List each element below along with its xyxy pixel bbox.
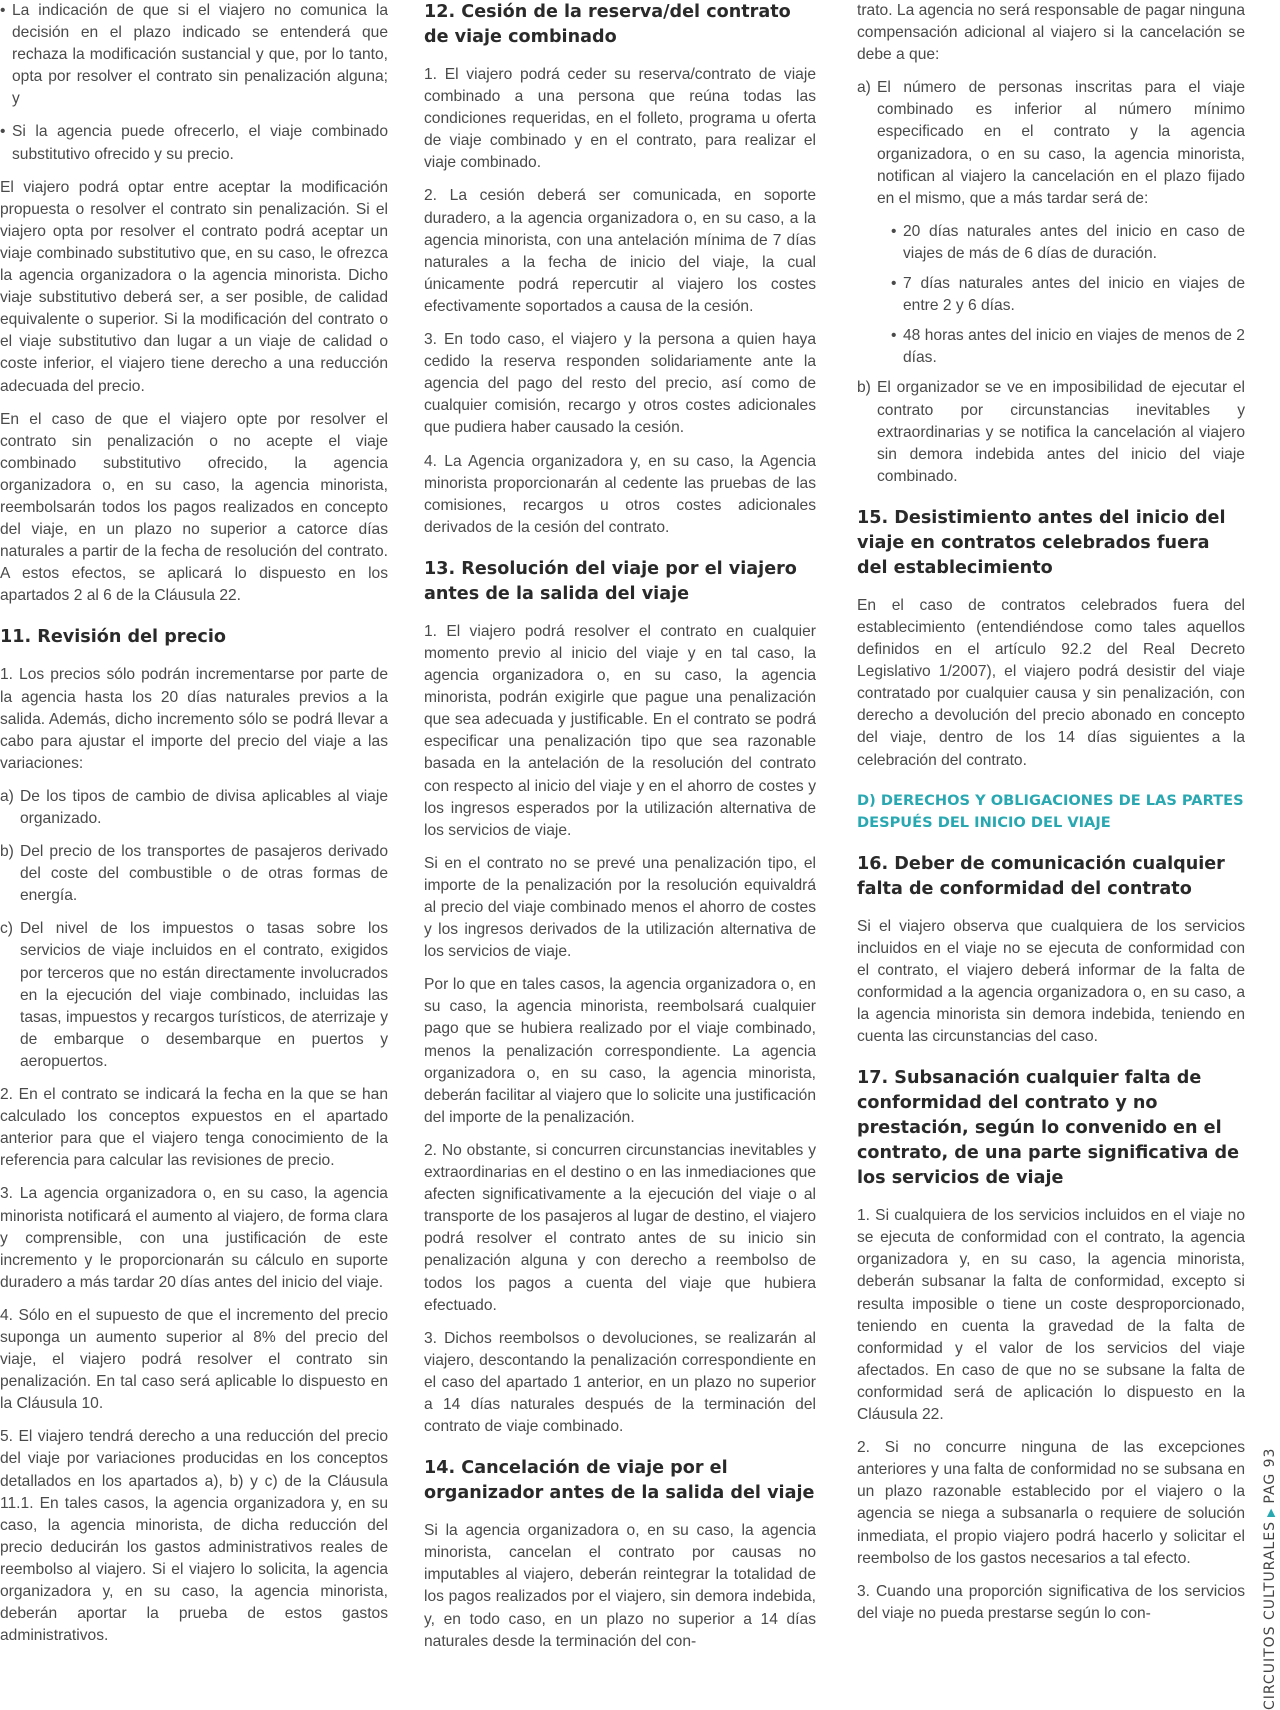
publication-name: CIRCUITOS CULTURALES [1262, 1521, 1278, 1710]
paragraph: El viajero podrá optar entre aceptar la modificación propuesta o resolver el contrato sin penalización. Si el viajero opta por resolver el contrato podrá aceptar un viaje combinado substitutivo que, en su caso, le ofrezca la agencia organizadora o la agencia minorista. Dicho viaje substitutivo deberá ser, a ser posible, de calidad equivalente o superior. Si la modificación del contrato o el viaje substitutivo dan lugar a un viaje de calidad o coste inferior, el viajero tiene derecho a una reducción adecuada del precio. [0, 178, 388, 395]
paragraph: 2. La cesión deberá ser comunicada, en soporte duradero, a la agencia organizadora o, en su caso, a la agencia minorista, con una antelación mínima de 7 días naturales a la fecha de inicio del viaje, la cual únicamente podrá repercutir al viajero los costes efectivamente soportados a causa de la cesión. [424, 187, 816, 315]
page-label: PAG [1262, 1472, 1278, 1504]
column-right [857, 0, 1245, 1710]
paragraph: 4. Sólo en el supuesto de que el incremento del precio suponga un aumento superior al 8% del precio del viaje, el viajero podrá resolver el contrato sin penalización. En tal caso será aplicable lo dispuesto en la Cláusula 10. [0, 1306, 388, 1413]
list-text: De los tipos de cambio de divisa aplicables al viaje organizado. [20, 787, 388, 827]
bullet-item: • Si la agencia puede ofrecerlo, el viaje combinado substitutivo ofrecido y su precio. [0, 121, 388, 165]
list-text: Del nivel de los impuestos o tasas sobre los servicios de viaje incluidos en el contrato, exigidos por terceros que no están directamente involucrados en la ejecución del viaje combinado, incluidas las tasas, impuestos y recargos turísticos, de aterrizaje y de embarque o desembarque en puertos y aeropuertos. [20, 920, 388, 1070]
list-marker: a) [857, 79, 871, 97]
sub-bullet-item: • 7 días naturales antes del inicio en viajes de entre 2 y 6 días. [857, 273, 1245, 317]
paragraph: 3. La agencia organizadora o, en su caso, la agencia minorista notificará el aumento al viajero, de forma clara y comprensible, con una justificación de este incremento y le proporcionarán su cálculo en suporte duradero a más tardar 20 días antes del inicio del viaje. [0, 1185, 388, 1291]
list-text: Del precio de los transportes de pasajeros derivado del coste del combustible o de otras formas de energía. [20, 843, 388, 905]
list-item [857, 377, 1245, 487]
paragraph: 2. No obstante, si concurren circunstancias inevitables y extraordinarias en el destino o en las inmediaciones que afecten significativamente a la ejecución del viaje o al transporte de los pasajeros al lugar de destino, el viajero podrá resolver el contrato antes de su inicio sin penalización alguna y con derecho a reembolso de todos los pagos a cuenta del viaje que hubiera efectuado. [424, 1141, 816, 1314]
column-left [0, 0, 388, 1710]
page-number: 93 [1262, 1447, 1278, 1468]
paragraph: trato. La agencia no será responsable de pagar ninguna compensación adicional al viajero si la cancelación se debe a que: [857, 2, 1245, 64]
heading-clause-11: 11. Revisión del precio [0, 627, 226, 648]
paragraph: 2. En el contrato se indicará la fecha en la que se han calculado los conceptos expuestos en el apartado anterior para que el viajero tenga conocimiento de la referencia para calcular las revisiones de precio. [0, 1086, 388, 1170]
paragraph: Si la agencia organizadora o, en su caso, la agencia minorista, cancelan el contrato por causas no imputables al viajero, deberán reintegrar la totalidad de los pagos realizados por el viajero, sin demora indebida, y, en todo caso, en un plazo no superior a 14 días naturales desde la terminación del con- [424, 1522, 816, 1650]
heading-clause-17: 17. Subsanación cualquier falta de conformidad del contrato y no prestación, según lo convenido en el contrato, de una parte significativa de los servicios de viaje [857, 1068, 1240, 1189]
sub-bullet-item: • 48 horas antes del inicio en viajes de menos de 2 días. [857, 325, 1245, 369]
paragraph: En el caso de contratos celebrados fuera del establecimiento (entendiéndose como tales aquellos definidos en el artículo 92.2 del Real Decreto Legislativo 1/2007), el viajero podrá desistir del viaje contratado por cualquier causa y sin penalización, con derecho a devolución del precio abonado en concepto del viaje, dentro de los 14 días siguientes a la celebración del contrato. [857, 596, 1245, 769]
heading-clause-15: 15. Desistimiento antes del inicio del viaje en contratos celebrados fuera del establecimiento [857, 507, 1226, 578]
paragraph: 3. En todo caso, el viajero y la persona a quien haya cedido la reserva responden solidariamente ante la agencia del pago del resto del precio, así como de cualquier comisión, recargo y otros costes adicionales que pudiera haber causado la cesión. [424, 331, 816, 437]
list-marker: c) [0, 920, 13, 938]
column-middle [424, 0, 816, 1710]
section-heading-d: D) DERECHOS Y OBLIGACIONES DE LAS PARTES DESPUÉS DEL INICIO DEL VIAJE [857, 791, 1244, 831]
paragraph: 4. La Agencia organizadora y, en su caso, la Agencia minorista proporcionarán al cedente las pruebas de las comisiones, recargos u otros costes adicionales derivados de la cesión del contrato. [424, 452, 816, 536]
list-marker: b) [857, 379, 871, 397]
list-item [0, 918, 388, 1073]
heading-clause-16: 16. Deber de comunicación cualquier falta de conformidad del contrato [857, 853, 1225, 899]
paragraph: 3. Dichos reembolsos o devoluciones, se realizarán al viajero, descontando la penalización correspondiente en el caso del apartado 1 anterior, en un plazo no superior a 14 días naturales después de la terminación del contrato de viaje combinado. [424, 1329, 816, 1436]
paragraph: Si el viajero observa que cualquiera de los servicios incluidos en el viaje no se ejecuta de conformidad con el contrato, el viajero deberá informar de la falta de conformidad a la agencia organizadora o, en su caso, a la agencia minorista sin demora indebida, teniendo en cuenta las circunstancias del caso. [857, 917, 1245, 1046]
paragraph: Si en el contrato no se prevé una penalización tipo, el importe de la penalización por la resolución equivaldrá al precio del viaje combinado menos el ahorro de costes y los ingresos derivados de la utilización alternativa de los servicios de viaje. [424, 854, 816, 961]
heading-clause-14: 14. Cancelación de viaje por el organizador antes de la salida del viaje [424, 1458, 815, 1504]
paragraph: 3. Cuando una proporción significativa de los servicios del viaje no pueda prestarse según lo con- [857, 1582, 1245, 1622]
paragraph: Por lo que en tales casos, la agencia organizadora o, en su caso, la agencia minorista, reembolsará cualquier pago que se hubiera realizado por el viaje combinado, menos la penalización correspondiente. La agencia organizadora o, en su caso, la agencia minorista, deberán facilitar al viajero que lo solicite una justificación del importe de la penalización. [424, 976, 816, 1126]
list-marker: a) [0, 787, 14, 805]
bullet-item: • La indicación de que si el viajero no comunica la decisión en el plazo indicado se entenderá que rechaza la modificación sustancial y que, por lo tanto, opta por resolver el contrato sin penalización alguna; y [0, 0, 388, 110]
paragraph: 5. El viajero tendrá derecho a una reducción del precio del viaje por variaciones producidas en los conceptos detallados en los apartados a), b) y c) de la Cláusula 11.1. En tales casos, la agencia organizadora y, en su caso, la agencia minorista, de dicha reducción del precio deducirán los gastos administrativos reales de reembolso al viajero. Si el viajero lo solicita, la agencia organizadora y, en su caso, la agencia minorista, deberán aportar la prueba de estos gastos administrativos. [0, 1428, 388, 1645]
heading-clause-13: 13. Resolución del viaje por el viajero antes de la salida del viaje [424, 558, 797, 604]
paragraph: 1. Si cualquiera de los servicios incluidos en el viaje no se ejecuta de conformidad con el contrato, la agencia organizadora y, en su caso, la agencia minorista, deberán subsanar la falta de conformidad, excepto si resulta imposible o tiene un coste desproporcionado, teniendo en cuenta la gravedad de la falta de conformidad y el valor de los servicios del viaje afectados. En caso de que no se subsane la falta de conformidad será de aplicación lo dispuesto en la Cláusula 22. [857, 1207, 1245, 1424]
triangle-icon: ▶ [1264, 1507, 1277, 1518]
sub-bullet-item: • 20 días naturales antes del inicio en caso de viajes de más de 6 días de duración. [857, 221, 1245, 265]
paragraph: 2. Si no concurre ninguna de las excepciones anteriores y una falta de conformidad no se subsana en un plazo razonable establecido por el viajero o la agencia se niega a subsanarla o requiere de solución inmediata, el propio viajero podrá hacerlo y solicitar el reembolso de los gastos necesarios a tal efecto. [857, 1439, 1245, 1567]
list-item [857, 77, 1245, 210]
list-item [0, 786, 388, 830]
paragraph: En el caso de que el viajero opte por resolver el contrato sin penalización o no acepte el viaje combinado substitutivo ofrecido, la agencia organizadora o, en su caso, la agencia minorista, reembolsarán todos los pagos realizados en concepto del viaje, en un plazo no superior a catorce días naturales a partir de la fecha de resolución del contrato. A estos efectos, se aplicará lo dispuesto en los apartados 2 al 6 de la Cláusula 22. [0, 410, 388, 605]
list-item [0, 841, 388, 907]
list-text: El organizador se ve en imposibilidad de ejecutar el contrato por circunstancias inevitables y extraordinarias y se notifica la cancelación al viajero sin demora indebida antes del inicio del viaje combinado. [877, 379, 1245, 485]
list-marker: b) [0, 843, 14, 861]
paragraph: 1. El viajero podrá ceder su reserva/contrato de viaje combinado a una persona que reúna todas las condiciones requeridas, en el folleto, programa u oferta de viaje combinado y en el contrato, para realizar el viaje combinado. [424, 66, 816, 172]
paragraph: 1. El viajero podrá resolver el contrato en cualquier momento previo al inicio del viaje y en tal caso, la agencia organizadora o, en su caso, la agencia minorista, podrán exigirle que pague una penalización que sea adecuada y justificable. En el contrato se podrá especificar una penalización tipo que sea razonable basada en la antelación de la resolución del contrato con respecto al inicio del viaje y en el ahorro de costes y los ingresos esperados por la utilización alternativa de los servicios de viaje. [424, 622, 816, 839]
list-text: El número de personas inscritas para el viaje combinado es inferior al número mínimo especificado en el contrato y la agencia organizadora, o en su caso, la agencia minorista, notifican al viajero la cancelación en el plazo fijado en el mismo, que a más tardar será de: [877, 79, 1245, 207]
side-label [1244, 1447, 1280, 1710]
paragraph: 1. Los precios sólo podrán incrementarse por parte de la agencia hasta los 20 días naturales previos a la salida. Además, dicho incremento sólo se podrá llevar a cabo para ajustar el importe del precio del viaje a las variaciones: [0, 666, 388, 772]
heading-clause-12: 12. Cesión de la reserva/del contrato de viaje combinado [424, 2, 791, 47]
